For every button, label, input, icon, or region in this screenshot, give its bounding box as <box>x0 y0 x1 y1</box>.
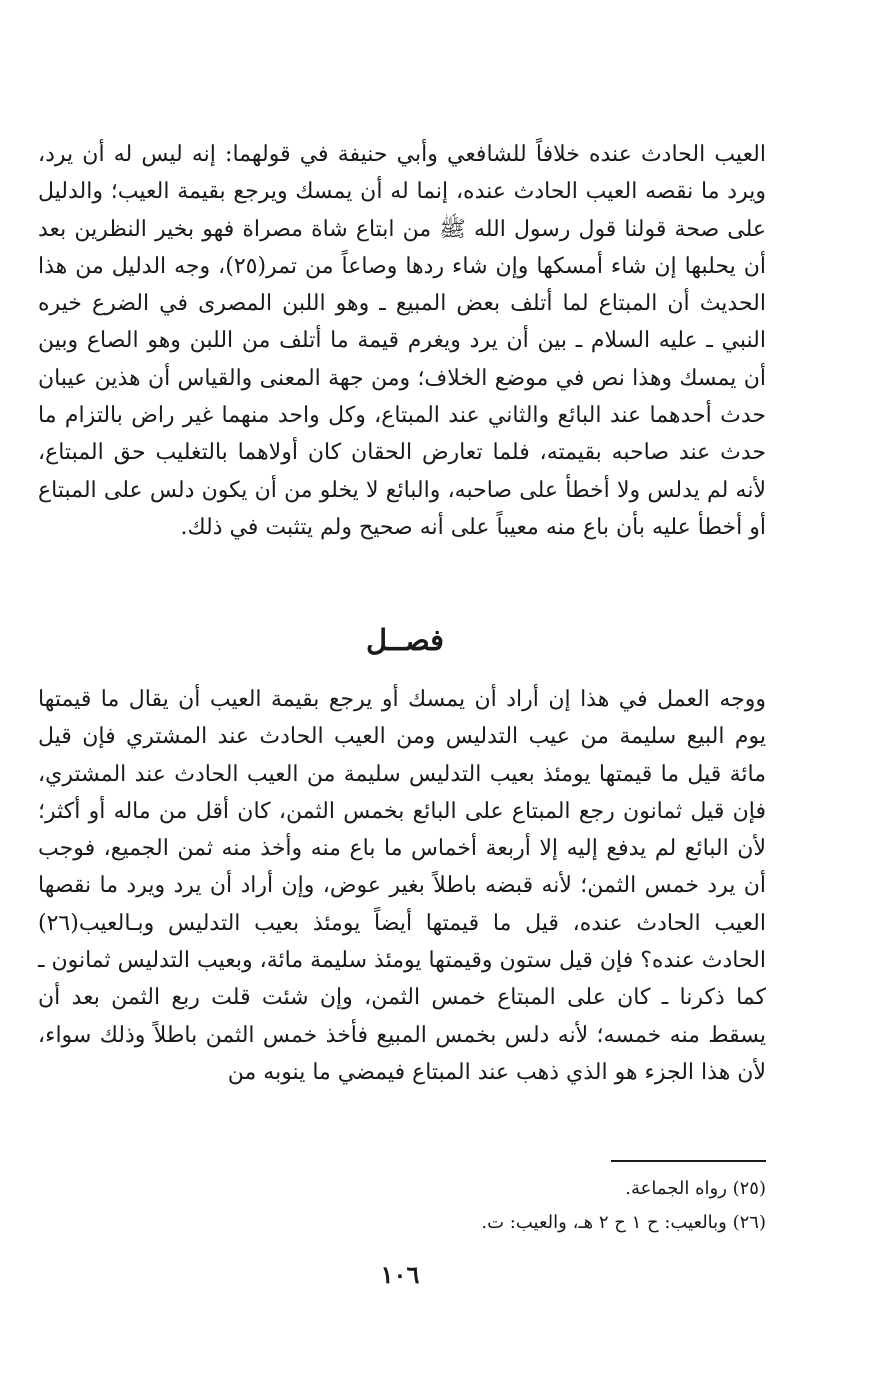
footnote-separator <box>611 1160 766 1162</box>
footnote-25: (٢٥) رواه الجماعة. <box>625 1178 766 1199</box>
body-paragraph-2: ووجه العمل في هذا إن أراد أن يمسك أو يرجع بقيمة العيب أن يقال ما قيمتها يوم البيع سليمة من عيب التدليس ومن العيب الحادث عند المشتري فإن قيل مائة قيل ما قيمتها يومئذ بعيب التدليس سليمة من العيب الحادث عند المشتري، فإن قيل ثمانون رجع المبتاع على البائع بخمس الثمن، كان أقل من ماله أو أكثر؛ لأن البائع لم يدفع إليه إلا أربعة أخماس ما باع منه وأخذ منه ثمن الجميع، فوجب أن يرد خمس الثمن؛ لأنه قبضه باطلاً بغير عوض، وإن أراد أن يرد ويرد ما نقصها العيب الحادث عنده، قيل ما قيمتها أيضاً يومئذ بعيب التدليس وبـالعيب(٢٦) الحادث عنده؟ فإن قيل ستون وقيمتها يومئذ سليمة مائة، وبعيب التدليس ثمانون ـ كما ذكرنا ـ كان على المبتاع خمس الثمن، وإن شئت قلت ربع الثمن بعد أن يسقط منه خمسه؛ لأنه دلس بخمس المبيع فأخذ خمس الثمن باطلاً وذلك سواء، لأن هذا الجزء هو الذي ذهب عند المبتاع فيمضي ما ينوبه من <box>38 687 766 1085</box>
page-number: ١٠٦ <box>380 1260 420 1289</box>
footnotes <box>300 1172 766 1240</box>
section-heading: فصــل <box>366 623 444 657</box>
footnote-26: (٢٦) وبالعيب: ح ١ ح ٢ هـ، والعيب: ت. <box>481 1212 766 1233</box>
body-paragraph-1: العيب الحادث عنده خلافاً للشافعي وأبي حنيفة في قولهما: إنه ليس له أن يرد، ويرد ما نقصه العيب الحادث عنده، إنما له أن يمسك ويرجع بقيمة العيب؛ والدليل على صحة قولنا قول رسول الله ﷺ من ابتاع شاة مصراة فهو بخير النظرين بعد أن يحلبها إن شاء أمسكها وإن شاء ردها وصاعاً من تمر(٢٥)، وجه الدليل من هذا الحديث أن المبتاع لما أتلف بعض المبيع ـ وهو اللبن المصرى في الضرع خيره النبي ـ عليه السلام ـ بين أن يرد ويغرم قيمة ما أتلف من اللبن وهو الصاع وبين أن يمسك وهذا نص في موضع الخلاف؛ ومن جهة المعنى والقياس أن هذين عيبان حدث أحدهما عند البائع والثاني عند المبتاع، وكل واحد منهما غير راض بالتزام ما حدث عند صاحبه بقيمته، فلما تعارض الحقان كان أولاهما بالتغليب حق المبتاع، لأنه لم يدلس ولا أخطأ على صاحبه، والبائع لا يخلو من أن يكون دلس على المبتاع أو أخطأ عليه بأن باع منه معيباً على أنه صحيح ولم يتثبت في ذلك. <box>38 142 766 540</box>
